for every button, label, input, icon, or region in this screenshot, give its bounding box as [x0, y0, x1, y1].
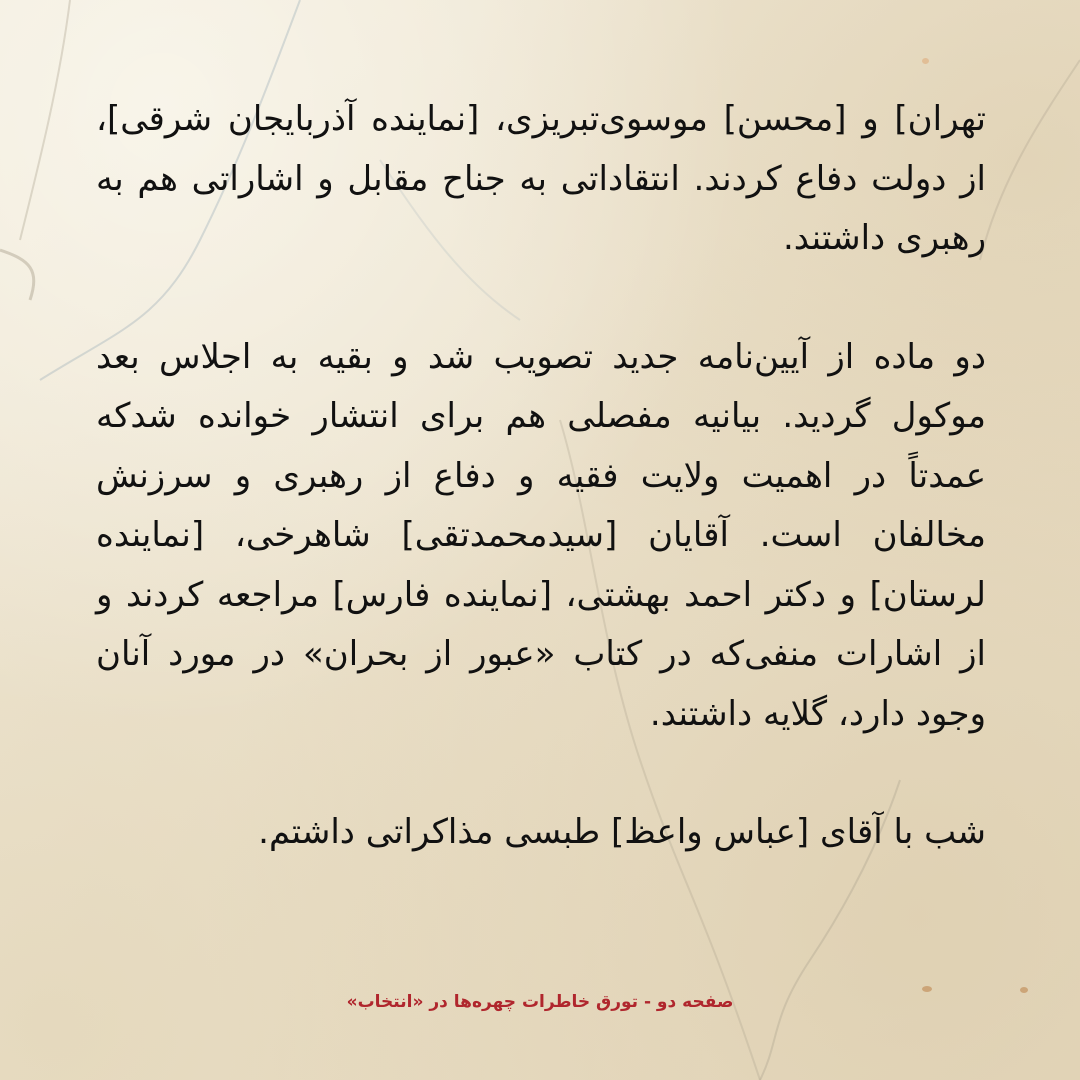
paragraph-3: شب با آقای [عباس واعظ] طبسی مذاکراتی داشتم. — [258, 812, 986, 852]
paragraph-2: دو ماده از آیین‌نامه جدید تصویب شد و بقیه به اجلاس بعد موکول گردید. بیانیه مفصلی هم برای انتشار خوانده شدکه عمدتاً در اهمیت ولایت فقیه و دفاع از رهبری و سرزنش مخالفان است. آقایان [سیدمحمدتقی] شاهرخی، [نماینده لرستان] و دکتر احمد بهشتی، [نماینده فارس] مراجعه کردند و از اشارات منفی‌که در کتاب «عبور از بحران» در مورد آنان وجود دارد، گلایه داشتند. — [96, 336, 986, 734]
source-caption: صفحه دو - تورق خاطرات چهره‌ها در «انتخاب» — [346, 992, 734, 1012]
paper-stain — [922, 58, 929, 64]
paragraph-1: تهران] و [محسن] موسوی‌تبریزی، [نماینده آذربایجان شرقی]، از دولت دفاع کردند. انتقاداتی به جناح مقابل و اشاراتی هم به رهبری داشتند. — [96, 99, 986, 258]
memoir-page-text — [96, 90, 986, 863]
